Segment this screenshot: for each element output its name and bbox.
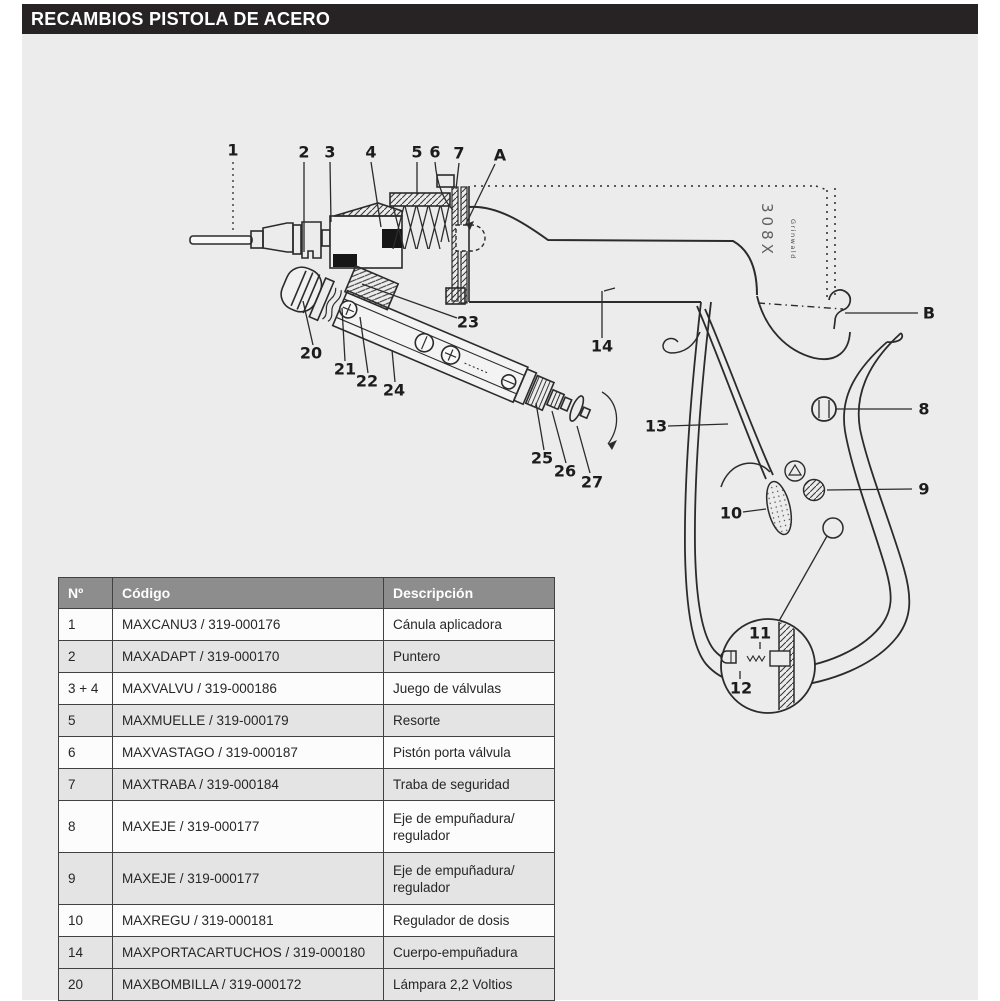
callout-4: 4 [365, 142, 377, 162]
callout-1: 1 [227, 140, 239, 160]
cell-desc: Pistón porta válvula [384, 737, 555, 769]
callout-10: 10 [719, 503, 743, 523]
callout-22: 22 [355, 371, 379, 391]
piston-A [456, 225, 485, 251]
cell-desc: Cánula aplicadora [384, 609, 555, 641]
callout-13: 13 [644, 416, 668, 436]
cell-num: 20 [59, 969, 113, 1001]
cell-desc: Eje de empuñadura/ regulador [384, 801, 555, 853]
callout-20: 20 [299, 343, 323, 363]
cell-code: MAXBOMBILLA / 319-000172 [113, 969, 384, 1001]
callout-26: 26 [553, 461, 577, 481]
brand-text: Grinwald [789, 219, 797, 260]
table-row [59, 609, 555, 641]
hub-cone [263, 223, 293, 252]
col-header-code: Código [113, 578, 384, 609]
cell-code: MAXREGU / 319-000181 [113, 905, 384, 937]
table-row [59, 801, 555, 853]
cell-code: MAXEJE / 319-000177 [113, 853, 384, 905]
table-row [59, 937, 555, 969]
cell-num: 3 + 4 [59, 673, 113, 705]
callout-8: 8 [918, 399, 930, 419]
valve-assembly-drawing [190, 175, 485, 304]
cell-num: 2 [59, 641, 113, 673]
table-row [59, 969, 555, 1001]
pivot-hook-B [829, 290, 850, 329]
callout-9: 9 [918, 479, 930, 499]
callout-24: 24 [382, 380, 406, 400]
callout-B: B [922, 303, 936, 323]
callout-23: 23 [456, 312, 480, 332]
callout-12: 12 [729, 678, 753, 698]
cell-code: MAXEJE / 319-000177 [113, 801, 384, 853]
cell-desc: Regulador de dosis [384, 905, 555, 937]
page-title: RECAMBIOS PISTOLA DE ACERO [31, 8, 331, 29]
cell-code: MAXVALVU / 319-000186 [113, 673, 384, 705]
cell-num: 7 [59, 769, 113, 801]
cell-num: 5 [59, 705, 113, 737]
cannula-needle [190, 236, 252, 244]
flashlight-barrel-drawing [276, 243, 606, 432]
table-row [59, 705, 555, 737]
cell-num: 1 [59, 609, 113, 641]
cell-desc: Lámpara 2,2 Voltios [384, 969, 555, 1001]
cell-code: MAXADAPT / 319-000170 [113, 641, 384, 673]
callout-25: 25 [530, 448, 554, 468]
table-row [59, 737, 555, 769]
cell-desc: Traba de seguridad [384, 769, 555, 801]
rotation-arrow [602, 392, 617, 444]
bulb-housing-20 [276, 262, 326, 317]
callout-3: 3 [324, 142, 336, 162]
cell-desc: Eje de empuñadura/ regulador [384, 853, 555, 905]
col-header-num: Nº [59, 578, 113, 609]
spring-cap [390, 193, 450, 206]
cell-desc: Cuerpo-empuñadura [384, 937, 555, 969]
callout-5: 5 [411, 142, 423, 162]
callout-11: 11 [748, 623, 772, 643]
cell-code: MAXCANU3 / 319-000176 [113, 609, 384, 641]
dose-regulator [762, 479, 796, 537]
table-header-row [59, 578, 555, 609]
callout-7: 7 [453, 143, 465, 163]
needle-hub [251, 231, 263, 248]
col-header-desc: Descripción [384, 578, 555, 609]
cell-num: 6 [59, 737, 113, 769]
callout-14: 14 [590, 336, 614, 356]
callout-A: A [493, 145, 507, 165]
pivot-circle [823, 518, 843, 538]
grip-screw-9 [804, 480, 825, 501]
table-row [59, 641, 555, 673]
cell-num: 9 [59, 853, 113, 905]
callout-6: 6 [429, 142, 441, 162]
cell-desc: Puntero [384, 641, 555, 673]
cell-num: 8 [59, 801, 113, 853]
grip-screw-8 [812, 397, 836, 421]
page-title-bar [22, 4, 978, 34]
table-row [59, 853, 555, 905]
cell-code: MAXTRABA / 319-000184 [113, 769, 384, 801]
table-row [59, 673, 555, 705]
cell-code: MAXPORTACARTUCHOS / 319-000180 [113, 937, 384, 969]
callout-21: 21 [333, 359, 357, 379]
watermark-text: 308X [758, 203, 776, 258]
parts-table [58, 577, 555, 1001]
table-row [59, 769, 555, 801]
callout-2: 2 [298, 142, 310, 162]
cell-desc: Resorte [384, 705, 555, 737]
trigger-lever [697, 306, 766, 479]
puntero-part [302, 222, 321, 258]
cell-code: MAXVASTAGO / 319-000187 [113, 737, 384, 769]
cell-num: 14 [59, 937, 113, 969]
callout-27: 27 [580, 472, 604, 492]
table-row [59, 905, 555, 937]
cell-desc: Juego de válvulas [384, 673, 555, 705]
cell-code: MAXMUELLE / 319-000179 [113, 705, 384, 737]
cell-num: 10 [59, 905, 113, 937]
